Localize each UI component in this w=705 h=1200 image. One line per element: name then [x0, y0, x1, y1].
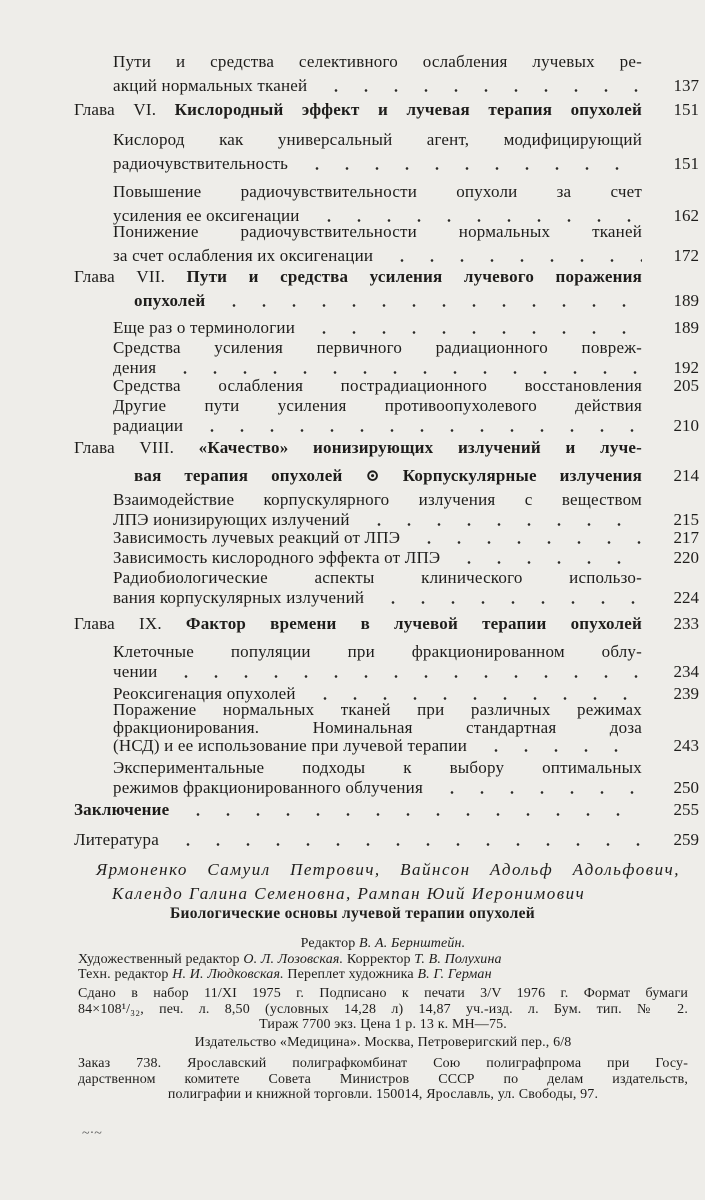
toc-text: Кислород как универсальный агент, модифицирующий: [113, 130, 642, 149]
toc-text: вания корпускулярных излучений: [113, 588, 365, 607]
toc-text: (НСД) и ее использование при лучевой терапии: [113, 736, 468, 755]
corrector-label: Корректор: [346, 951, 411, 967]
page-number: 217: [673, 528, 699, 547]
tech-editor-label: Техн. редактор: [78, 967, 169, 983]
toc-line: [0, 776, 705, 800]
toc-text: Заключение: [74, 800, 170, 819]
order-line: дарственном комитете Совета Министров СССР по делам издательств,: [78, 1071, 688, 1087]
toc-text: радиации: [113, 416, 184, 435]
leader-dots: [454, 561, 642, 564]
tech-editor-line: [78, 967, 688, 983]
page-number: 259: [673, 830, 699, 849]
order-line: полиграфии и книжной торговли. 150014, Ярославль, ул. Свободы, 97.: [167, 1087, 599, 1103]
toc-line: [0, 128, 705, 152]
toc-text: [74, 265, 642, 289]
toc-text: Клеточные популяции при фракционированном облу-: [113, 642, 642, 661]
toc-line: [0, 265, 705, 289]
toc-text: Средства усиления первичного радиационного повреж-: [113, 338, 642, 357]
leader-dots: [171, 675, 642, 678]
toc-text: Другие пути усиления противоопухолевого действия: [113, 396, 642, 415]
printer-mark: ~·~: [82, 1126, 102, 1141]
toc-line: [0, 50, 705, 74]
toc-text: Пути и средства селективного ослабления лучевых ре-: [113, 52, 642, 71]
toc-text: [74, 98, 642, 122]
print-line: Тираж 7700 экз. Цена 1 р. 13 к. МН—75.: [259, 1017, 507, 1033]
page-number: 189: [673, 291, 699, 310]
page-number: 220: [673, 548, 699, 567]
page-number: 250: [673, 778, 699, 797]
toc-text: Литература: [74, 830, 159, 849]
toc-text: [74, 612, 642, 636]
editor-name: В. А. Бернштейн.: [359, 936, 466, 951]
chapter-title: Фактор времени в лучевой терапии опухолей: [161, 614, 642, 633]
chapter-title: Кислородный эффект и лучевая терапия опухолей: [156, 100, 642, 119]
page-number: 224: [673, 588, 699, 607]
page-number: 214: [673, 466, 699, 485]
corrector-name: Т. В. Полухина: [414, 951, 502, 967]
editor-label: Редактор: [300, 936, 356, 951]
toc-line: [0, 414, 705, 438]
binding-artist-name: В. Г. Герман: [417, 967, 492, 983]
toc-text: дения: [113, 358, 157, 377]
toc-text: фракционирования. Номинальная стандартная доза: [113, 718, 642, 737]
art-editor-line: [78, 952, 688, 968]
leader-dots: [173, 843, 642, 846]
toc-line: [0, 734, 705, 758]
toc-text: Радиобиологические аспекты клинического использо-: [113, 568, 642, 587]
leader-dots: [378, 601, 642, 604]
imprint-print: [78, 986, 688, 1033]
tech-editor-name: Н. И. Людковская.: [172, 967, 284, 983]
toc-line: [0, 660, 705, 684]
toc-text: [74, 436, 642, 460]
binding-label: Переплет художника: [287, 967, 414, 983]
page-number: 192: [673, 358, 699, 377]
toc-text: Зависимость лучевых реакций от ЛПЭ: [113, 528, 401, 547]
toc-line: [0, 289, 705, 313]
toc-line: [0, 152, 705, 176]
authors-line-1: Ярмоненко Самуил Петрович, Вайнсон Адольф Адольфович,: [96, 860, 680, 879]
page-number: 255: [673, 800, 699, 819]
chapter-number: Глава VI.: [74, 100, 157, 119]
leader-dots: [183, 813, 642, 816]
leader-dots: [219, 304, 642, 307]
toc-text: Реоксигенация опухолей: [113, 684, 296, 703]
toc-text: ЛПЭ ионизирующих излучений: [113, 510, 350, 529]
imprint-editors: [78, 936, 688, 983]
toc-text: Понижение радиочувствительности нормальных тканей: [113, 222, 642, 241]
leader-dots: [481, 749, 642, 752]
leader-dots: [414, 541, 642, 544]
imprint-publisher: [78, 1035, 688, 1051]
editor-line: [78, 936, 688, 952]
toc-text: Поражение нормальных тканей при различных режимах: [113, 700, 642, 719]
leader-dots: [309, 331, 642, 334]
toc-line: [0, 436, 705, 460]
toc-text: радиочувствительность: [113, 154, 289, 173]
chapter-title: «Качество» ионизирующих излучений и луче-: [174, 438, 642, 457]
leader-dots: [302, 167, 642, 170]
toc-line: [0, 464, 705, 488]
authors: [60, 858, 680, 906]
toc-text: усиления ее оксигенации: [113, 206, 300, 225]
leader-dots: [321, 89, 642, 92]
chapter-number: Глава VII.: [74, 267, 166, 286]
page-number: 233: [673, 614, 699, 633]
chapter-number: Глава IX.: [74, 614, 162, 633]
toc-line: [0, 612, 705, 636]
page-number: 205: [673, 376, 699, 395]
toc-text: акций нормальных тканей: [113, 76, 308, 95]
toc-text: чении: [113, 662, 158, 681]
toc-line: [0, 180, 705, 204]
page-number: 189: [673, 318, 699, 337]
toc-text: Повышение радиочувствительности опухоли за счет: [113, 182, 642, 201]
art-editor-label: Художественный редактор: [78, 951, 240, 967]
toc-line: [0, 74, 705, 98]
toc-text: Экспериментальные подходы к выбору оптимальных: [113, 758, 642, 777]
page-number: 243: [673, 736, 699, 755]
art-editor-name: О. Л. Лозовская.: [243, 951, 344, 967]
book-title: Биологические основы лучевой терапии опухолей: [169, 905, 536, 922]
toc-text: Взаимодействие корпускулярного излучения с веществом: [113, 490, 642, 509]
publisher-line: Издательство «Медицина». Москва, Петроверигский пер., 6/8: [194, 1035, 572, 1050]
authors-line-2: Календо Галина Семеновна, Рампан Юий Иеронимович: [112, 884, 586, 903]
imprint-order: [78, 1056, 688, 1103]
toc-text: Еще раз о терминологии: [113, 318, 296, 337]
page-number: 239: [673, 684, 699, 703]
page-number: 137: [673, 76, 699, 95]
leader-dots: [437, 791, 642, 794]
chapter-number: Глава VIII.: [74, 438, 175, 457]
leader-dots: [197, 429, 642, 432]
chapter-title: Пути и средства усиления лучевого поражения: [165, 267, 642, 286]
print-line: Сдано в набор 11/XI 1975 г. Подписано к печати 3/V 1976 г. Формат бумаги: [78, 986, 688, 1001]
toc-line: [0, 220, 705, 244]
page-number: 151: [673, 154, 699, 173]
toc-line: [0, 828, 705, 852]
page-number: 151: [673, 100, 699, 119]
leader-dots: [387, 259, 642, 262]
page-number: 172: [673, 246, 699, 265]
page-number: 210: [673, 416, 699, 435]
toc-text: за счет ослабления их оксигенации: [113, 246, 374, 265]
order-line: Заказ 738. Ярославский полиграфкомбинат Сою полиграфпрома при Госу-: [78, 1056, 688, 1071]
page-number: 162: [673, 206, 699, 225]
toc-line: [0, 798, 705, 822]
toc-text: опухолей: [134, 291, 206, 310]
toc-line: [0, 98, 705, 122]
page-number: 215: [673, 510, 699, 529]
toc-text: Зависимость кислородного эффекта от ЛПЭ: [113, 548, 441, 567]
toc-text: режимов фракционированного облучения: [113, 778, 423, 797]
toc-line: [0, 586, 705, 610]
toc-text: вая терапия опухолей ⊙ Корпускулярные излучения: [134, 466, 642, 485]
print-line: 84×108¹/₃₂, печ. л. 8,50 (условных 14,28 л) 14,87 уч.-изд. л. Бум. тип. № 2.: [78, 1001, 688, 1017]
toc-text: Средства ослабления пострадиационного восстановления: [113, 376, 642, 395]
page-number: 234: [673, 662, 699, 681]
